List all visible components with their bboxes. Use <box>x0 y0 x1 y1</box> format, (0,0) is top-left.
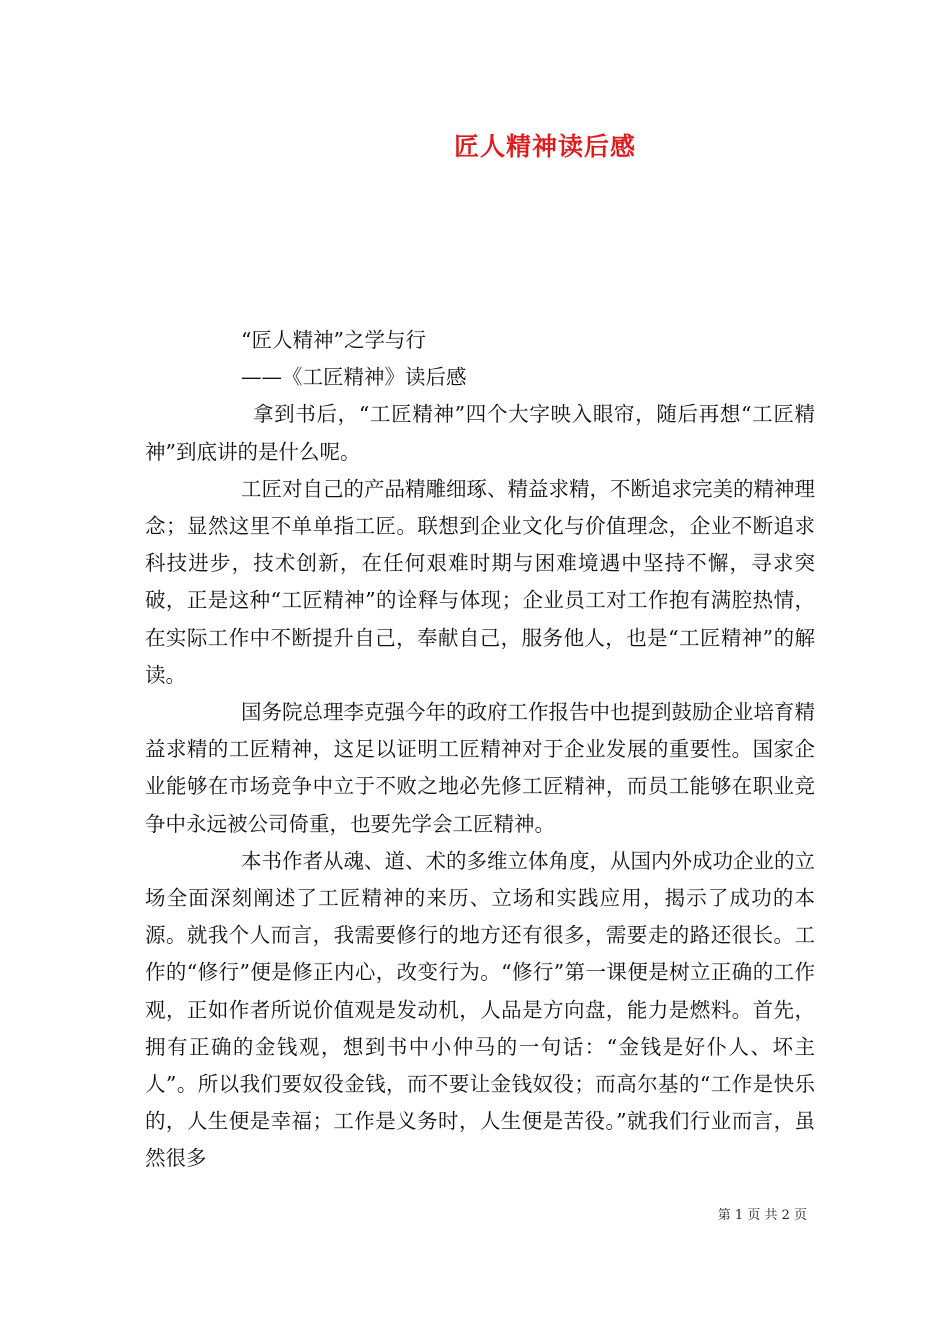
document-title: 匠人精神读后感 <box>453 132 636 161</box>
paragraph-2: 工匠对自己的产品精雕细琢、精益求精，不断追求完美的精神理念；显然这里不单单指工匠。联想到企业文化与价值理念，企业不断追求科技进步，技术创新，在任何艰难时期与困难境遇中坚持不懈，寻求突破，正是这种“工匠精神”的诠释与体现；企业员工对工作抱有满腔热情，在实际工作中不断提升自己，奉献自己，服务他人，也是“工匠精神”的解读。 <box>145 476 815 687</box>
paragraph-4: 本书作者从魂、道、术的多维立体角度，从国内外成功企业的立场全面深刻阐述了工匠精神的来历、立场和实践应用，揭示了成功的本源。就我个人而言，我需要修行的地方还有很多，需要走的路还很长。工作的“修行”便是修正内心，改变行为。“修行”第一课便是树立正确的工作观，正如作者所说价值观是发动机，人品是方向盘，能力是燃料。首先，拥有正确的金钱观，想到书中小仲马的一句话：“金钱是好仆人、坏主人”。所以我们要奴役金钱，而不要让金钱奴役；而高尔基的“工作是快乐的，人生便是幸福；工作是义务时，人生便是苦役。”就我们行业而言，虽然很多 <box>145 848 815 1171</box>
document-body <box>145 322 815 1178</box>
article-subheading: ——《工匠精神》读后感 <box>241 365 467 390</box>
page-number-footer: 第 1 页 共 2 页 <box>717 1208 807 1223</box>
article-heading: “匠人精神”之学与行 <box>241 328 426 352</box>
paragraph-1: 拿到书后，“工匠精神”四个大字映入眼帘，随后再想“工匠精神”到底讲的是什么呢。 <box>145 402 815 464</box>
paragraph-3: 国务院总理李克强今年的政府工作报告中也提到鼓励企业培育精益求精的工匠精神，这足以证明工匠精神对于企业发展的重要性。国家企业能够在市场竞争中立于不败之地必先修工匠精神，而员工能够在职业竞争中永远被公司倚重，也要先学会工匠精神。 <box>145 700 815 836</box>
